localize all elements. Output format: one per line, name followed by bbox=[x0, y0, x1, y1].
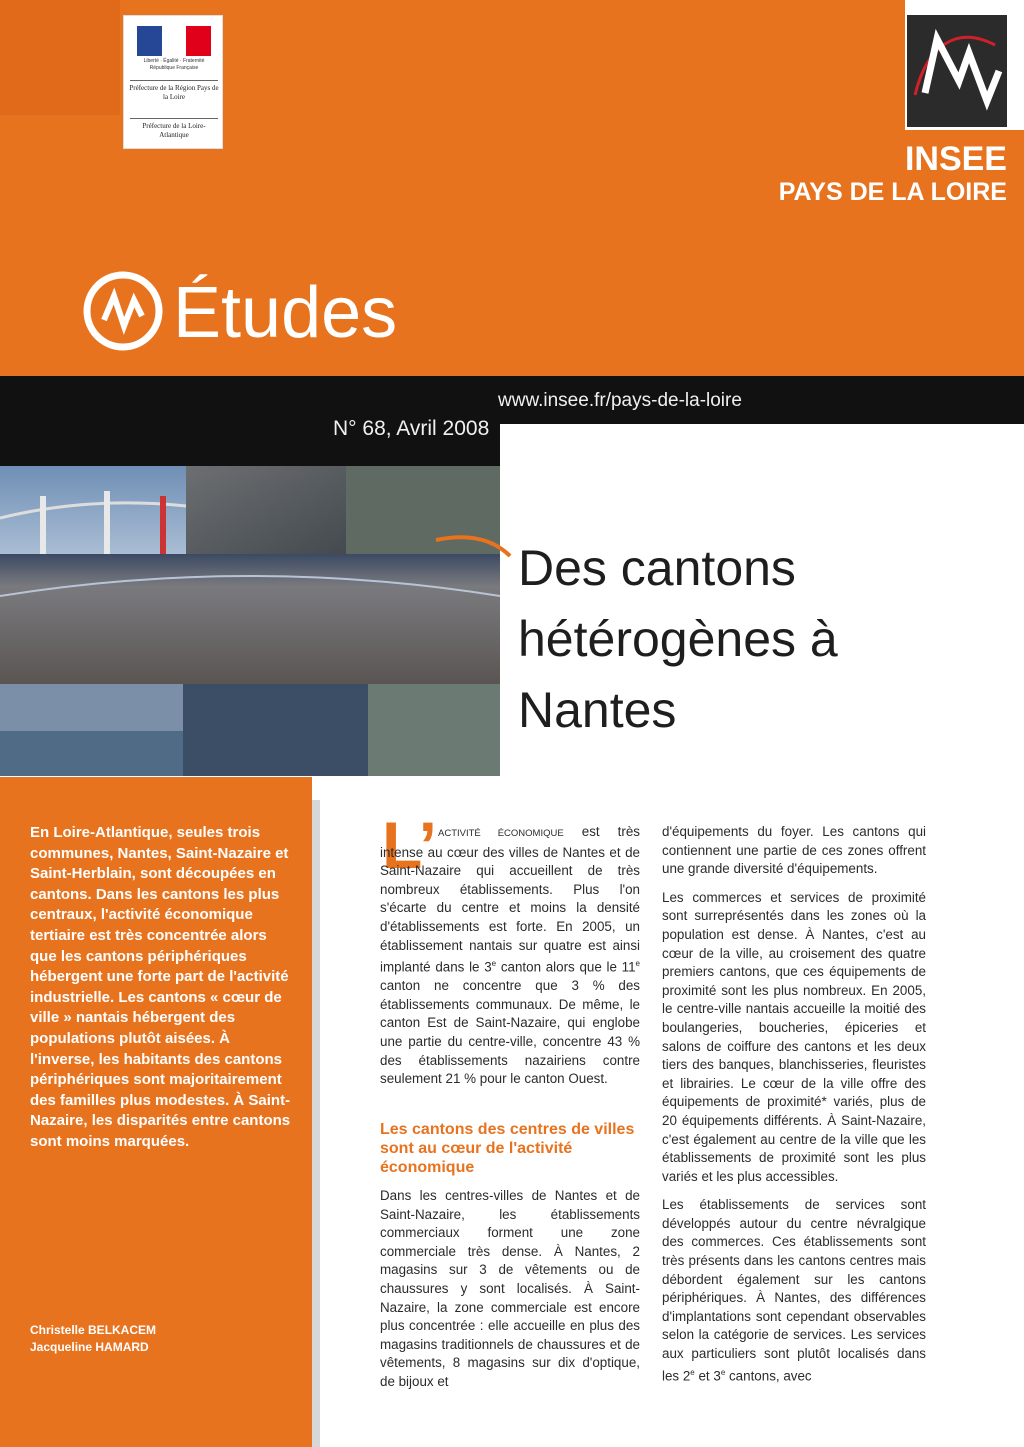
prefecture-region-label: Préfecture de la Région Pays de la Loire bbox=[129, 84, 219, 101]
panorama-photo bbox=[0, 554, 500, 684]
prefecture-logo bbox=[123, 15, 223, 149]
photo-collage bbox=[0, 466, 500, 776]
body-paragraph-5: Les établissements de services sont développés autour du centre névralgique des commerces. Ces établissements sont très présents dans les cantons centres mais débordent également sur les cantons périphériques. À Nantes, des différences d'implantations sont cependant observables selon la catégorie de services. Les services aux particuliers sont plutôt localisés dans les 2e et 3e cantons, avec bbox=[662, 1197, 926, 1384]
issue-number: N° 68, Avril 2008 bbox=[333, 417, 490, 440]
article-title bbox=[518, 533, 1008, 746]
series-title: Études bbox=[173, 273, 398, 353]
french-flag-icon bbox=[137, 26, 211, 56]
author-2: Jacqueline HAMARD bbox=[30, 1340, 149, 1354]
bridge-photo bbox=[0, 466, 186, 554]
insee-logo-icon bbox=[907, 15, 1007, 127]
drop-cap: L’ bbox=[382, 808, 438, 882]
body-paragraph-2: Dans les centres-villes de Nantes et de Saint-Nazaire, les établissements commerciaux forment une zone commerciale très dense. À Nantes, 2 magasins sur 3 de vêtements ou de chaussures y sont localisés. À Saint-Nazaire, la zone commerciale est encore plus concentrée : elle accueille en plus des magasins traditionnels de chaussures et de vêtements, 8 magasins sur dix d'optique, de bijoux et bbox=[380, 1188, 640, 1389]
website-link[interactable]: www.insee.fr/pays-de-la-loire bbox=[498, 390, 742, 411]
title-line-1: Des cantons bbox=[518, 540, 796, 596]
header-orange-block-center bbox=[460, 140, 760, 380]
author-1: Christelle BELKACEM bbox=[30, 1323, 157, 1337]
summary-text: En Loire-Atlantique, seules trois communes, Nantes, Saint-Nazaire et Saint-Herblain, sont découpées en cantons. Dans les cantons les plus centraux, l'activité économique tertiaire est très concentrée alors que les cantons périphériques hébergent une forte part de l'activité industrielle. Les cantons « cœur de ville » nantais hébergent des populations plutôt aisées. À l'inverse, les habitants des cantons périphériques sont majoritairement des familles plus modestes. À Saint-Nazaire, les disparités entre cantons sont moins marquées. bbox=[30, 824, 291, 1150]
summary-shadow bbox=[312, 800, 320, 1447]
body-paragraph-3: d'équipements du foyer. Les cantons qui contiennent une partie de ces zones offrent une grande diversité d'équipements. bbox=[662, 824, 926, 877]
header-orange-shade bbox=[0, 0, 120, 115]
etudes-logo-icon bbox=[82, 270, 164, 352]
insee-name: INSEE bbox=[904, 140, 1007, 178]
town-photo bbox=[368, 684, 500, 776]
body-paragraph-4: Les commerces et services de proximité sont surreprésentés dans les zones où la population est dense. À Nantes, c'est au cœur de la ville, au croisement des quatre premiers cantons, que ces équipements de proximité sont les plus nombreux. En 2005, le centre-ville nantais accueille la moitié des boulangeries, boucheries, épiceries et salons de coiffure des cantons et les deux tiers des banques, blanchisseries, fleuristes et librairies. Le cœur de la ville offre des équipements de proximité* variés, plus de 20 équipements différents. À Saint-Nazaire, c'est également au centre de la ville que les établissements de proximité sont les plus variés et les plus accessibles. bbox=[662, 889, 926, 1184]
body-column-2 bbox=[662, 823, 926, 1386]
insee-region: PAYS DE LA LOIRE bbox=[778, 178, 1007, 206]
title-line-2: hétérogènes à Nantes bbox=[518, 611, 838, 738]
prefecture-department-label: Préfecture de la Loire-Atlantique bbox=[142, 122, 206, 139]
header-orange-block-top bbox=[460, 0, 910, 140]
section-heading: Les cantons des centres de villes sont au cœur de l'activité économique bbox=[380, 1121, 635, 1176]
title-swoosh-icon bbox=[434, 530, 514, 570]
body-paragraph-1: ACTIVITÉ ÉCONOMIQUE est très intense au cœur des villes de Nantes et de Saint-Nazaire qui accueillent de très nombreux établissements. Plus l'on s'écarte du centre et moins la densité d'établissements est forte. En 2005, un établissement nantais sur quatre est ainsi implanté dans le 3e canton alors que le 11e canton ne concentre que 3 % des établissements communaux. De même, le canton Est de Saint-Nazaire, qui englobe une partie du centre-ville, concentre 43 % des établissements nazairiens contre seulement 21 % pour le canton Ouest. bbox=[380, 824, 640, 1087]
river-photo bbox=[183, 684, 368, 776]
prefecture-motto: Liberté · Égalité · Fraternité République Française bbox=[143, 58, 205, 71]
city-aerial-photo-1 bbox=[186, 466, 346, 554]
body-column-1 bbox=[380, 823, 640, 1089]
